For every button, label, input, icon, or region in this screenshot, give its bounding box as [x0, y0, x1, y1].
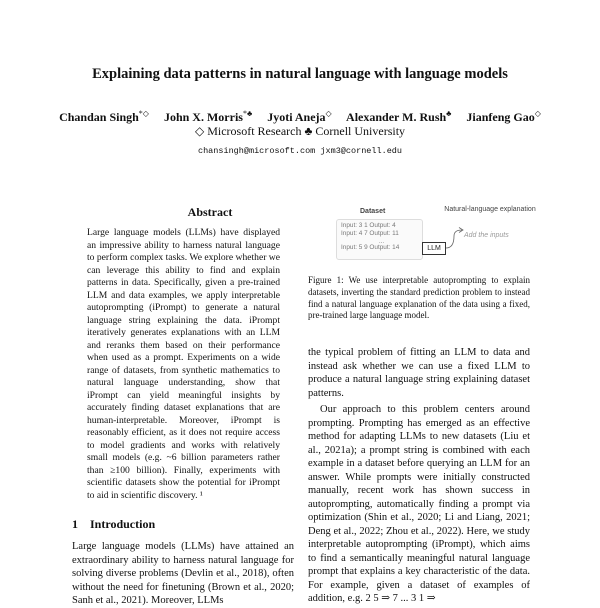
- figure-caption: Figure 1: We use interpretable autoprompting to explain datasets, inverting the standard prediction problem to instead find a natural language explanation of the data using a fixed, pre-trained large language model.: [308, 275, 530, 321]
- author-name: Jianfeng Gao: [466, 110, 535, 124]
- paragraph: Our approach to this problem centers around prompting. Prompting has emerged as an effective method for adapting LLMs to new datasets (Liu et al., 2021a); a prompt string is combined with each example in a dataset before querying an LLM for an answer. While prompts were initially constructed manually, recent work has shown success in autoprompting, automatically finding a prompt via optimization (Shin et al., 2020; Li and Liang, 2021; Deng et al., 2022; Zhou et al., 2022). Here, we study interpretable autoprompting (iPrompt), which aims to find a semantically meaningful natural language prompt that explains a key characteristic of the data. For example, given a dataset of examples of addition, e.g. 2 5 ⇒ 7 ... 3 1 ⇒: [308, 404, 530, 604]
- figure-arrow-icon: [444, 224, 464, 252]
- paper-title: Explaining data patterns in natural language with language models: [92, 66, 508, 82]
- author-name: Chandan Singh: [59, 110, 139, 124]
- author-name: John X. Morris: [163, 110, 243, 124]
- author-name: Alexander M. Rush: [346, 110, 447, 124]
- figure-dataset-box: [336, 219, 423, 260]
- dataset-row: Input: 3 1 Output: 4: [341, 222, 396, 229]
- dataset-row: ...: [378, 237, 385, 245]
- section-heading: [72, 517, 155, 532]
- right-column-text: [308, 346, 530, 606]
- figure-explanation-label: Natural-language explanation: [444, 206, 536, 213]
- author-mark: ◇: [534, 109, 541, 118]
- section-title: Introduction: [90, 517, 156, 531]
- author-mark: ◇: [325, 109, 332, 118]
- dataset-row: Input: 5 9 Output: 14: [341, 243, 400, 251]
- author-mark: *♣: [242, 109, 253, 118]
- intro-body: Large language models (LLMs) have attained an extraordinary ability to harness natural language for solving diverse problems (Devlin et al., 2018), often without the need for finetuning (Brown et al., 2020; Sanh et al., 2021). Moreover, LLMs: [72, 541, 294, 606]
- abstract-heading: Abstract: [187, 205, 233, 219]
- figure-explanation-output: Add the inputs: [464, 232, 509, 239]
- author-list: [0, 109, 600, 125]
- author-emails: chansingh@microsoft.com jxm3@cornell.edu: [197, 146, 403, 156]
- figure-dataset-label: Dataset: [360, 208, 386, 215]
- author-mark: *◇: [138, 109, 149, 118]
- author-name: Jyoti Aneja: [267, 110, 326, 124]
- paragraph: the typical problem of fitting an LLM to data and instead ask whether we can use a fixed LLM to produce a natural language string explaining dataset patterns.: [308, 347, 530, 399]
- section-number: 1: [72, 517, 78, 531]
- affiliations: ◇ Microsoft Research ♣ Cornell University: [194, 124, 406, 138]
- author-mark: ♣: [446, 109, 452, 118]
- dataset-row: Input: 4 7 Output: 11: [341, 230, 399, 238]
- figure-llm-box: LLM: [422, 242, 446, 255]
- abstract-body: Large language models (LLMs) have displayed an impressive ability to harness natural language to perform complex tasks. We explore whether we can leverage this ability to find and explain patterns in data. Specifically, given a pre-trained LLM and data examples, we apply interpretable autoprompting (iPrompt) to generate a natural language string explaining the data. iPrompt iteratively generates explanations with an LLM and reranks them based on their performance when used as a prompt. Experiments on a wide range of datasets, from synthetic mathematics to natural language understanding, show that iPrompt can yield meaningful insights by accurately finding dataset explanations that are human-interpretable. Moreover, iPrompt is reasonably efficient, as it does not require access to model gradients and works with relatively small models (e.g. ~6 billion parameters rather than ≥100 billion). Finally, experiments with scientific datasets show the potential for iPrompt to aid in scientific discovery. ¹: [87, 227, 280, 501]
